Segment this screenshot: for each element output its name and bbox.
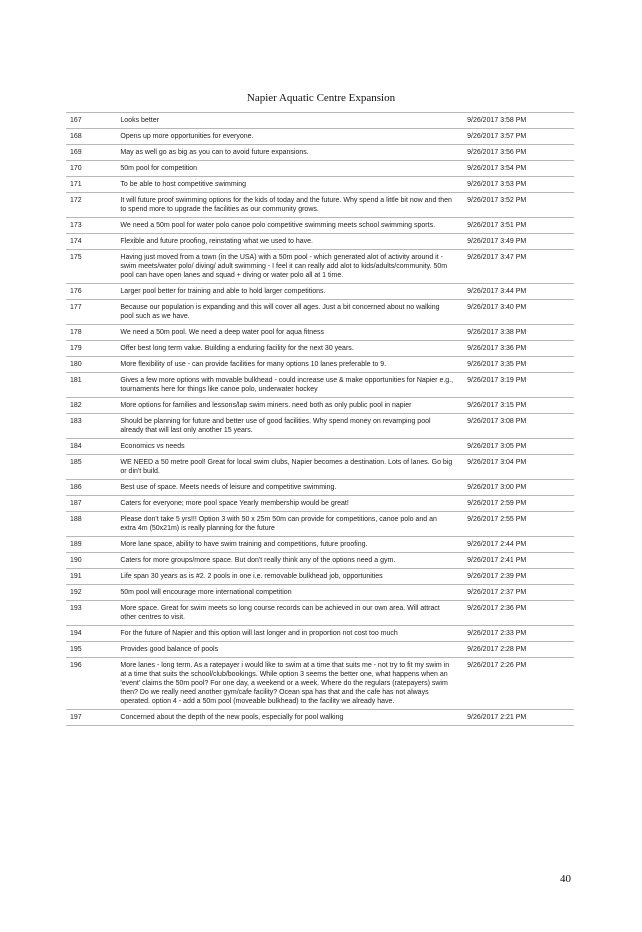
response-date: 9/26/2017 3:35 PM [463,357,574,373]
response-id: 197 [66,710,116,726]
response-date: 9/26/2017 3:53 PM [463,177,574,193]
response-date: 9/26/2017 3:05 PM [463,439,574,455]
table-row [66,341,574,357]
response-id: 179 [66,341,116,357]
response-text: Flexible and future proofing, reinstating what we used to have. [116,234,463,250]
response-id: 168 [66,129,116,145]
response-text: More lanes - long term. As a ratepayer i would like to swim at a time that suits me - not try to fit my swim in at a time that suits the school/club/bookings. While option 3 seems the better one, what happens when an 'event' claims the 50m pool? For one day, a weekend or a week. Where do the regulars (ratepayers) swim then? Do we really need another gym/cafe facility? Ocean spa has that and the cafe has not always operated. option 4 - add a 50m pool (moveable bulkhead) to the facility we already have. [116,658,463,710]
response-id: 189 [66,537,116,553]
response-date: 9/26/2017 3:08 PM [463,414,574,439]
response-text: We need a 50m pool. We need a deep water pool for aqua fitness [116,325,463,341]
table-row [66,480,574,496]
response-id: 193 [66,601,116,626]
table-row [66,601,574,626]
response-text: May as well go as big as you can to avoid future expansions. [116,145,463,161]
response-id: 196 [66,658,116,710]
response-text: To be able to host competitive swimming [116,177,463,193]
response-text: Please don't take 5 yrs!!! Option 3 with 50 x 25m 50m can provide for competitions, canoe polo and an extra 4m (50x21m) is really planning for the future [116,512,463,537]
response-text: Having just moved from a town (in the USA) with a 50m pool - which generated alot of activity around it - swim meets/water polo/ diving/ adult swimming - I feel it can really add alot to kids/adults/community. 50m pool can have open lanes and squad + diving or water polo all at 1 time. [116,250,463,284]
response-id: 173 [66,218,116,234]
response-text: Provides good balance of pools [116,642,463,658]
response-date: 9/26/2017 3:00 PM [463,480,574,496]
response-id: 171 [66,177,116,193]
response-id: 169 [66,145,116,161]
response-id: 188 [66,512,116,537]
table-row [66,193,574,218]
table-row [66,398,574,414]
table-row [66,439,574,455]
response-id: 167 [66,113,116,129]
response-text: Economics vs needs [116,439,463,455]
response-id: 182 [66,398,116,414]
response-text: Because our population is expanding and this will cover all ages. Just a bit concerned about no walking pool such as we have. [116,300,463,325]
response-id: 192 [66,585,116,601]
response-id: 184 [66,439,116,455]
response-id: 191 [66,569,116,585]
table-row [66,129,574,145]
response-text: We need a 50m pool for water polo canoe polo competitive swimming meets school swimming sports. [116,218,463,234]
response-id: 174 [66,234,116,250]
response-id: 190 [66,553,116,569]
response-date: 9/26/2017 2:21 PM [463,710,574,726]
response-text: Looks better [116,113,463,129]
response-date: 9/26/2017 2:26 PM [463,658,574,710]
table-row [66,357,574,373]
response-text: More flexibility of use - can provide facilities for many options 10 lanes preferable to 9. [116,357,463,373]
response-text: More lane space, ability to have swim training and competitions, future proofing. [116,537,463,553]
response-text: For the future of Napier and this option will last longer and in proportion not cost too much [116,626,463,642]
response-text: Offer best long term value. Building a enduring facility for the next 30 years. [116,341,463,357]
response-date: 9/26/2017 3:51 PM [463,218,574,234]
response-date: 9/26/2017 3:15 PM [463,398,574,414]
response-text: Larger pool better for training and able to hold larger competitions. [116,284,463,300]
table-row [66,569,574,585]
response-date: 9/26/2017 2:41 PM [463,553,574,569]
response-id: 194 [66,626,116,642]
table-row [66,553,574,569]
response-text: Life span 30 years as is #2. 2 pools in one i.e. removable bulkhead job, opportunities [116,569,463,585]
response-id: 178 [66,325,116,341]
page-title: Napier Aquatic Centre Expansion [246,92,396,104]
response-date: 9/26/2017 3:52 PM [463,193,574,218]
response-id: 170 [66,161,116,177]
table-row [66,626,574,642]
response-date: 9/26/2017 3:44 PM [463,284,574,300]
response-id: 195 [66,642,116,658]
response-text: More space. Great for swim meets so long course records can be achieved in our own area. Will attract other centres to visit. [116,601,463,626]
response-id: 186 [66,480,116,496]
response-text: More options for families and lessons/lap swim miners. need both as only public pool in napier [116,398,463,414]
response-date: 9/26/2017 3:56 PM [463,145,574,161]
table-row [66,414,574,439]
response-id: 176 [66,284,116,300]
table-row [66,161,574,177]
table-row [66,537,574,553]
response-date: 9/26/2017 3:40 PM [463,300,574,325]
responses-table-body [66,113,574,726]
response-date: 9/26/2017 3:49 PM [463,234,574,250]
table-row [66,512,574,537]
table-row [66,250,574,284]
page-number: 40 [560,873,571,885]
response-date: 9/26/2017 2:44 PM [463,537,574,553]
table-row [66,496,574,512]
response-id: 180 [66,357,116,373]
response-id: 187 [66,496,116,512]
response-date: 9/26/2017 3:47 PM [463,250,574,284]
table-row [66,455,574,480]
response-text: Caters for more groups/more space. But don't really think any of the options need a gym. [116,553,463,569]
response-date: 9/26/2017 2:55 PM [463,512,574,537]
response-date: 9/26/2017 3:36 PM [463,341,574,357]
response-date: 9/26/2017 3:19 PM [463,373,574,398]
response-text: 50m pool will encourage more international competition [116,585,463,601]
table-row [66,113,574,129]
response-text: WE NEED a 50 metre pool! Great for local swim clubs, Napier becomes a destination. Lots of lanes. Go big or din't build. [116,455,463,480]
response-date: 9/26/2017 3:54 PM [463,161,574,177]
response-id: 172 [66,193,116,218]
table-row [66,373,574,398]
response-text: Best use of space. Meets needs of leisure and competitive swimming. [116,480,463,496]
table-row [66,177,574,193]
response-date: 9/26/2017 2:36 PM [463,601,574,626]
response-date: 9/26/2017 2:59 PM [463,496,574,512]
table-row [66,300,574,325]
table-row [66,642,574,658]
response-text: Gives a few more options with movable bulkhead - could increase use & make opportunities for Napier e.g., tournaments here for things like canoe polo, underwater hockey [116,373,463,398]
responses-table [66,112,574,726]
response-date: 9/26/2017 3:58 PM [463,113,574,129]
table-row [66,218,574,234]
response-text: Opens up more opportunities for everyone. [116,129,463,145]
response-date: 9/26/2017 2:28 PM [463,642,574,658]
response-text: Caters for everyone; more pool space Yearly membership would be great! [116,496,463,512]
table-row [66,585,574,601]
table-row [66,284,574,300]
table-row [66,325,574,341]
table-row [66,145,574,161]
response-text: Concerned about the depth of the new pools, especially for pool walking [116,710,463,726]
table-row [66,234,574,250]
response-id: 181 [66,373,116,398]
response-text: Should be planning for future and better use of good facilities. Why spend money on revamping pool already that will last only another 15 years. [116,414,463,439]
response-date: 9/26/2017 2:39 PM [463,569,574,585]
response-date: 9/26/2017 3:04 PM [463,455,574,480]
response-date: 9/26/2017 2:33 PM [463,626,574,642]
response-text: It will future proof swimming options for the kids of today and the future. Why spend a little bit now and then to spend more to upgrade the facilities as our community grows. [116,193,463,218]
response-id: 175 [66,250,116,284]
response-id: 177 [66,300,116,325]
response-date: 9/26/2017 2:37 PM [463,585,574,601]
response-text: 50m pool for competition [116,161,463,177]
table-row [66,658,574,710]
response-id: 185 [66,455,116,480]
table-row [66,710,574,726]
response-date: 9/26/2017 3:57 PM [463,129,574,145]
response-id: 183 [66,414,116,439]
response-date: 9/26/2017 3:38 PM [463,325,574,341]
